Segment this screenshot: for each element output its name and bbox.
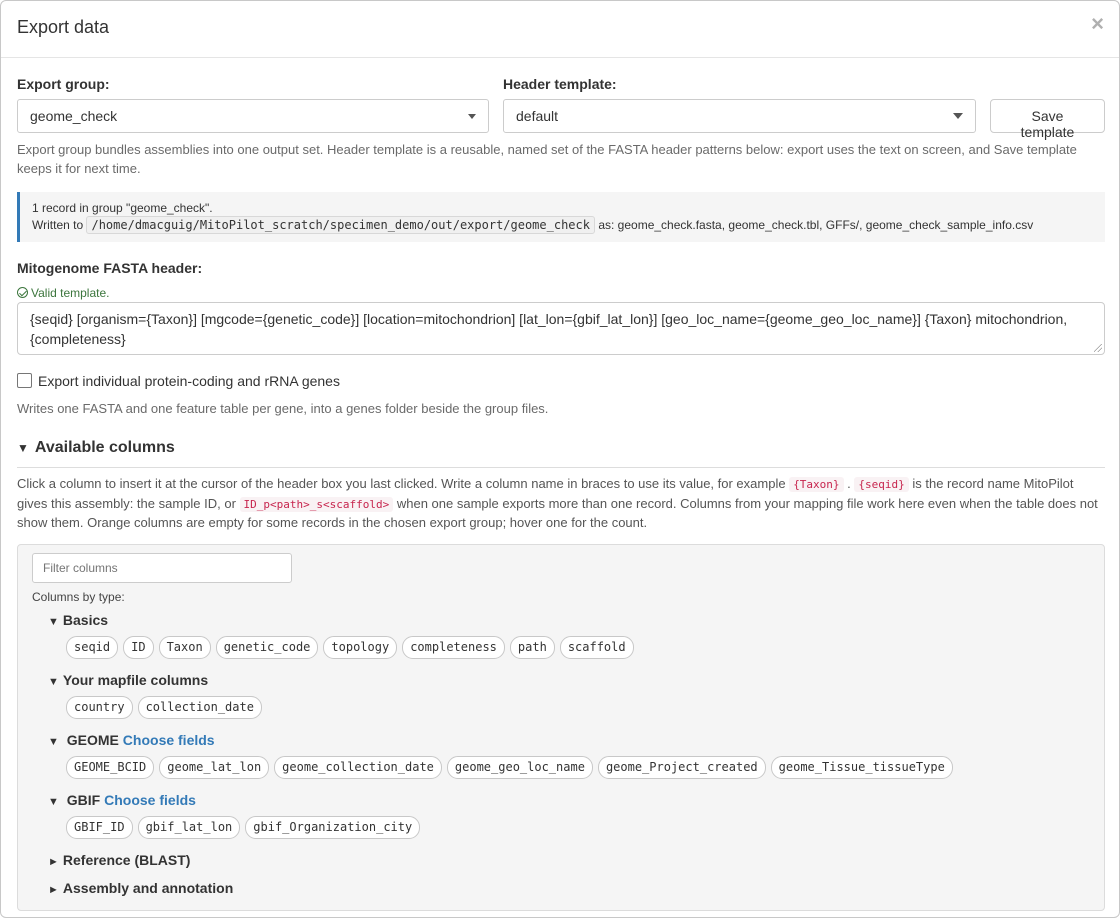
group-title: GBIF: [66, 792, 101, 808]
column-chip[interactable]: country: [66, 696, 133, 719]
section-divider: [17, 467, 1105, 468]
valid-template-status: [17, 286, 110, 300]
help-text: Export group bundles assemblies into one output set. Header template is a reusable, named set of the FASTA header patterns below: export uses the text on screen, and Save template keeps it for next time.: [17, 142, 1077, 176]
geome-choose-fields-link[interactable]: Choose fields: [122, 732, 215, 748]
status-written-prefix: Written to: [32, 218, 84, 232]
export-status-panel: [17, 192, 1105, 242]
fasta-header-value: {seqid} [organism={Taxon}] [mgcode={genetic_code}] [location=mitochondrion] [lat_lon={gbif_lat_lon}] [geo_loc_name={geome_geo_loc_name}] {Taxon} mitochondrion, {completeness}: [30, 311, 1068, 347]
header-template-select[interactable]: [503, 99, 976, 133]
desc-sep: .: [843, 476, 855, 491]
status-output-path: /home/dmacguig/MitoPilot_scratch/specimen_demo/out/export/geome_check: [86, 216, 595, 234]
triangle-down-icon: ▼: [48, 796, 59, 808]
modal-header: [1, 1, 1119, 58]
column-chip[interactable]: scaffold: [560, 636, 634, 659]
triangle-right-icon: ►: [48, 856, 59, 868]
group-gbif-toggle[interactable]: [48, 792, 196, 808]
available-columns-title: Available columns: [34, 439, 175, 456]
column-chip[interactable]: gbif_Organization_city: [245, 816, 420, 839]
filter-columns-input[interactable]: [32, 553, 292, 583]
group-mapfile-toggle[interactable]: [48, 672, 208, 688]
desc-text: is the record name MitoPilot gives this assembly: the sample ID, or: [17, 476, 1074, 511]
group-title: GEOME: [66, 732, 119, 748]
valid-template-text: Valid template.: [31, 286, 110, 300]
group-geome-chips: [66, 756, 953, 779]
group-mapfile-chips: [66, 696, 262, 719]
column-chip[interactable]: geome_Project_created: [598, 756, 766, 779]
column-chip[interactable]: geome_Tissue_tissueType: [771, 756, 953, 779]
triangle-down-icon: ▼: [48, 616, 59, 628]
column-chip[interactable]: ID: [123, 636, 153, 659]
available-columns-description: [17, 475, 1107, 533]
header-template-label: Header template:: [503, 76, 617, 92]
desc-text: Click a column to insert it at the cursor of the header box you last clicked. Write a column name in braces to use its value, for example: [17, 476, 790, 491]
columns-panel: [17, 544, 1105, 911]
resize-grip-icon[interactable]: [1094, 344, 1102, 352]
code-seqid: {seqid}: [854, 477, 908, 492]
column-chip[interactable]: geome_collection_date: [274, 756, 442, 779]
triangle-down-icon: ▼: [48, 676, 59, 688]
code-taxon: {Taxon}: [789, 477, 843, 492]
column-chip[interactable]: topology: [323, 636, 397, 659]
export-genes-help: Writes one FASTA and one feature table per gene, into a genes folder beside the group files.: [17, 401, 549, 416]
export-group-value: geome_check: [30, 108, 118, 124]
header-template-value: default: [516, 108, 559, 124]
fasta-header-label: Mitogenome FASTA header:: [17, 260, 203, 276]
status-record-count: 1 record in group "geome_check".: [32, 201, 213, 215]
fasta-header-textarea[interactable]: [17, 302, 1105, 355]
group-title: Reference (BLAST): [62, 852, 191, 868]
column-chip[interactable]: seqid: [66, 636, 118, 659]
triangle-down-icon: ▼: [17, 441, 29, 455]
group-geome-toggle[interactable]: [48, 732, 215, 748]
modal-title: Export data: [17, 17, 110, 37]
column-chip[interactable]: collection_date: [138, 696, 262, 719]
available-columns-toggle[interactable]: [17, 439, 175, 457]
column-chip[interactable]: path: [510, 636, 555, 659]
chevron-down-icon: [953, 113, 963, 119]
group-title: Basics: [62, 612, 109, 628]
group-title: Assembly and annotation: [62, 880, 234, 896]
group-basics-toggle[interactable]: [48, 612, 108, 628]
export-genes-checkbox[interactable]: [17, 373, 32, 388]
column-chip[interactable]: genetic_code: [216, 636, 319, 659]
close-icon[interactable]: ×: [1091, 11, 1104, 36]
gbif-choose-fields-link[interactable]: Choose fields: [104, 792, 196, 808]
save-template-button[interactable]: Save template: [990, 99, 1105, 133]
columns-by-type-label: Columns by type:: [32, 590, 125, 604]
status-written-suffix: as: geome_check.fasta, geome_check.tbl, GFFs/, geome_check_sample_info.csv: [598, 218, 1034, 232]
triangle-right-icon: ►: [48, 884, 59, 896]
export-genes-label[interactable]: Export individual protein-coding and rRNA genes: [38, 373, 340, 389]
column-chip[interactable]: geome_geo_loc_name: [447, 756, 593, 779]
column-chip[interactable]: Taxon: [159, 636, 211, 659]
status-written-line: [32, 217, 1093, 234]
export-group-select[interactable]: [17, 99, 489, 133]
column-chip[interactable]: completeness: [402, 636, 505, 659]
triangle-down-icon: ▼: [48, 736, 59, 748]
column-chip[interactable]: GBIF_ID: [66, 816, 133, 839]
column-chip[interactable]: GEOME_BCID: [66, 756, 154, 779]
check-circle-icon: [17, 287, 28, 298]
column-chip[interactable]: geome_lat_lon: [159, 756, 269, 779]
group-title: Your mapfile columns: [62, 672, 209, 688]
desc-text: when one sample exports more than one record. Columns from your mapping file work here even when the table does not show them. Orange columns are empty for some records in the chosen export group; hover one for the count.: [17, 495, 1098, 530]
code-idp: ID_p<path>_s<scaffold>: [240, 497, 394, 512]
export-group-label: Export group:: [17, 76, 110, 92]
group-assembly-annotation-toggle[interactable]: [48, 880, 233, 896]
group-gbif-chips: [66, 816, 420, 839]
column-chip[interactable]: gbif_lat_lon: [138, 816, 241, 839]
group-basics-chips: [66, 636, 634, 659]
group-reference-blast-toggle[interactable]: [48, 852, 190, 868]
chevron-down-icon: [468, 114, 476, 119]
